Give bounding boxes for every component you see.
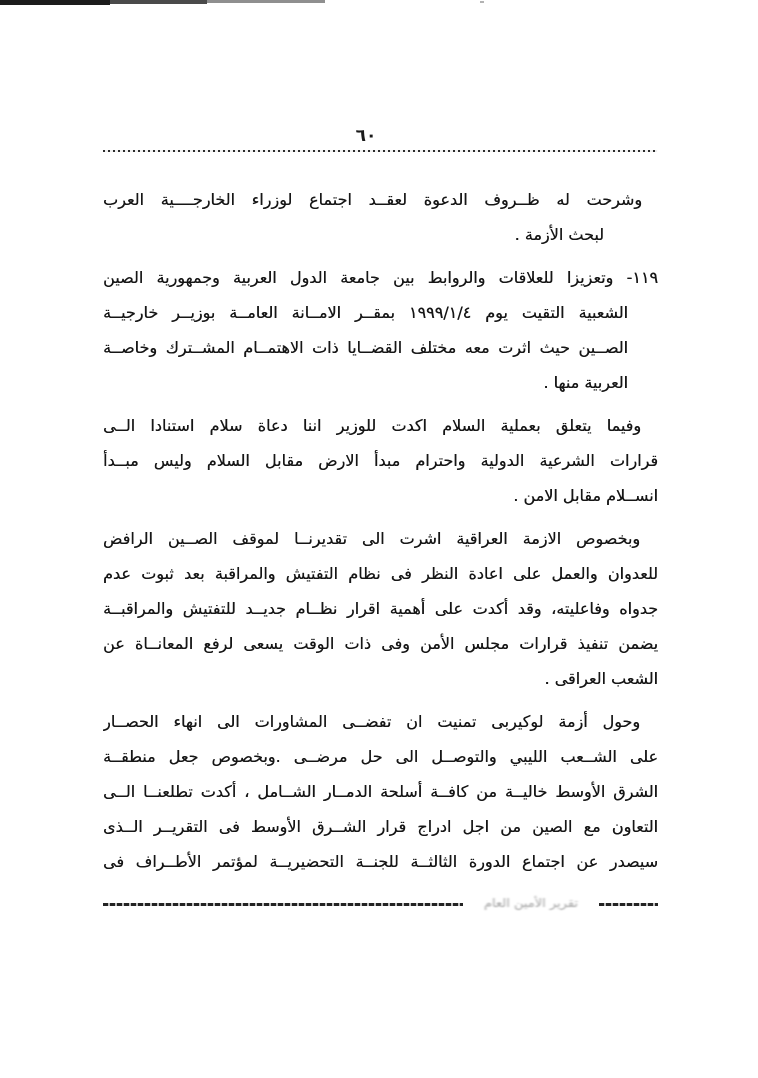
footer [103,893,658,915]
text-line: على الشــعب الليبي والتوصــل الى حل مرضــى .وبخصوص جعل منطقــة [103,747,658,766]
header-dotted-rule [103,150,657,152]
footer-dashed-rule-left [103,903,463,906]
text-line: الصــين حيث اثرت معه مختلف القضــايا ذات الاهتمــام المشــترك وخاصــة [103,338,628,357]
text-block [103,182,658,887]
text-line: ١١٩- وتعزيزا للعلاقات والروابط بين جامعة الدول العربية وجمهورية الصين [103,268,658,287]
scan-artifact-strip-dark [0,0,110,5]
text-line: وفيما يتعلق بعملية السلام اكدت للوزير اننا دعاة سلام استنادا الــى [103,416,641,435]
page-number: ٦٠ [355,126,377,146]
text-line: الشعبية التقيت يوم ١٩٩٩/١/٤ بمقــر الامــانة العامــة بوزيــر خارجيــة [103,303,628,322]
paragraph [103,260,658,400]
text-line: التعاون مع الصين من اجل ادراج قرار الشــرق الأوسط فى التقريــر الــذى [103,817,658,836]
text-line: وحول أزمة لوكيربى تمنيت ان تفضــى المشاورات الى انهاء الحصــار [103,712,640,731]
scan-artifact-strip-mid [110,0,207,4]
text-line: قرارات الشرعية الدولية واحترام مبدأ الارض مقابل السلام وليس مبــدأ [103,451,658,470]
scan-artifact-speck [480,1,484,3]
scan-artifact-strip-light [207,0,325,3]
text-line: وبخصوص الازمة العراقية اشرت الى تقديرنــا لموقف الصــين الرافض [103,529,640,548]
paragraph [103,182,658,252]
text-line: جدواه وفاعليته، وقد أكدت على أهمية اقرار نظــام جديــد للتفتيش والمراقبــة [103,599,658,618]
footer-dashed-rule-right [599,903,658,906]
paragraph [103,408,658,513]
text-line: لبحث الأزمة . [514,225,604,244]
footer-faded-text: تقرير الأمين العام [483,896,579,911]
text-line: وشرحت له ظــروف الدعوة لعقــد اجتماع لوزراء الخارجــــية العرب [103,190,642,209]
paragraph [103,521,658,696]
text-line: الشرق الأوسط خاليــة من كافــة أسلحة الدمــار الشــامل ، أكدت تطلعنــا الــى [103,782,658,801]
text-line: يضمن تنفيذ قرارات مجلس الأمن وفى ذات الوقت يسعى لرفع المعانــاة عن [103,634,658,653]
text-line: سيصدر عن اجتماع الدورة الثالثــة للجنــة التحضيريــة لمؤتمر الأطــراف فى [103,852,658,871]
text-line: انســلام مقابل الامن . [513,486,658,505]
text-line: الشعب العراقى . [544,669,658,688]
paragraph [103,704,658,879]
text-line: العربية منها . [543,373,628,392]
text-line: للعدوان والعمل على اعادة النظر فى نظام التفتيش والمراقبة بعد ثبوت عدم [103,564,658,583]
